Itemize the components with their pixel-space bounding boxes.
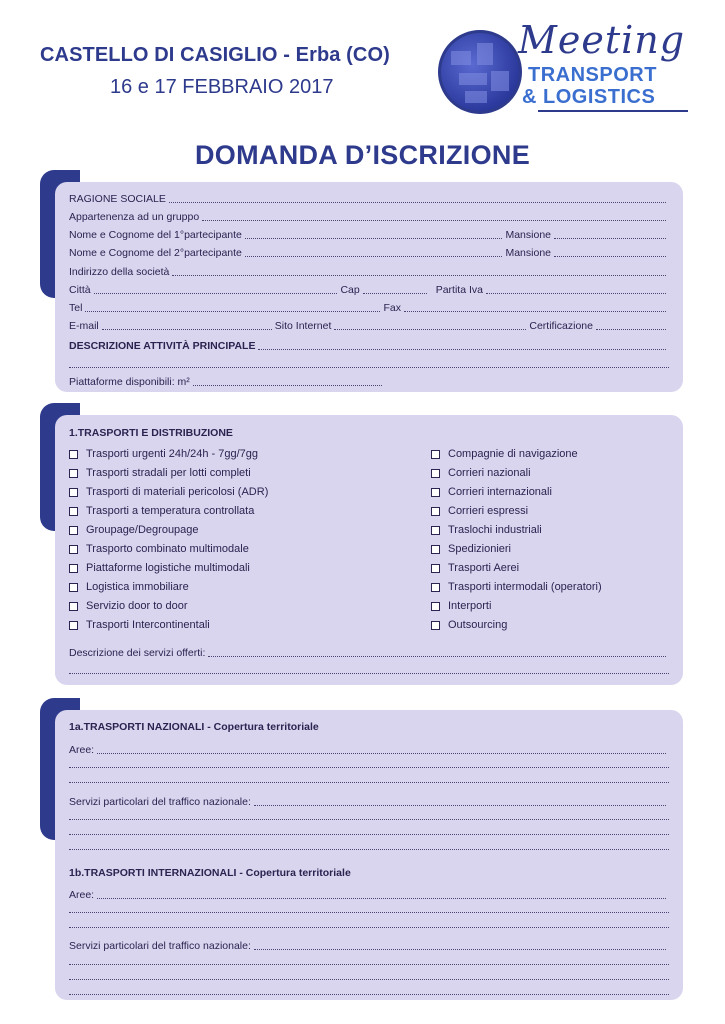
service-checkbox-item[interactable] [431, 619, 507, 631]
blank-line[interactable] [69, 672, 669, 674]
field-label: Fax [383, 302, 401, 314]
descrizione-attivita-field[interactable] [69, 338, 669, 352]
service-checkbox-item[interactable] [431, 467, 531, 479]
field-label: E-mail [69, 320, 99, 332]
service-checkbox-item[interactable] [69, 619, 210, 631]
checkbox[interactable] [69, 469, 78, 478]
service-checkbox-item[interactable] [69, 543, 249, 555]
blank-line[interactable] [69, 366, 669, 368]
checkbox-label: Trasporti intermodali (operatori) [448, 581, 602, 593]
checkbox[interactable] [431, 507, 440, 516]
checkbox[interactable] [69, 602, 78, 611]
section-1b-subtitle: - Copertura territoriale [239, 867, 351, 879]
event-dates: 16 e 17 FEBBRAIO 2017 [110, 76, 334, 98]
service-checkbox-item[interactable] [69, 486, 268, 498]
blank-line[interactable] [69, 911, 669, 913]
checkbox[interactable] [69, 526, 78, 535]
field-label: Descrizione dei servizi offerti: [69, 647, 206, 659]
field-label: Cap [340, 284, 360, 296]
field-label: Appartenenza ad un gruppo [69, 211, 200, 223]
aree-nazionali-field[interactable] [69, 742, 669, 756]
checkbox-label: Trasporti a temperatura controllata [86, 505, 255, 517]
checkbox-label: Logistica immobiliare [86, 581, 189, 593]
service-checkbox-item[interactable] [431, 505, 528, 517]
blank-line[interactable] [69, 848, 669, 850]
field-label: Nome e Cognome del 2°partecipante [69, 247, 242, 259]
logo-emblem-icon [438, 30, 522, 114]
field-label: Sito Internet [274, 320, 332, 332]
checkbox-label: Interporti [448, 600, 492, 612]
blank-line[interactable] [69, 781, 669, 783]
field-label: Nome e Cognome del 1°partecipante [69, 229, 242, 241]
indirizzo-field[interactable] [69, 264, 669, 278]
piattaforme-field[interactable] [69, 374, 385, 388]
checkbox[interactable] [69, 488, 78, 497]
section-1b-title [69, 867, 351, 879]
partecipante1-field[interactable] [69, 227, 669, 241]
meeting-logo [438, 18, 688, 122]
service-checkbox-item[interactable] [431, 581, 602, 593]
checkbox-label: Trasporto combinato multimodale [86, 543, 249, 555]
event-venue: CASTELLO DI CASIGLIO - Erba (CO) [40, 44, 390, 66]
service-checkbox-item[interactable] [69, 448, 258, 460]
field-label: Aree: [69, 744, 95, 756]
page-title: DOMANDA D’ISCRIZIONE [195, 140, 530, 170]
checkbox[interactable] [431, 545, 440, 554]
blank-line[interactable] [69, 993, 669, 995]
blank-line[interactable] [69, 963, 669, 965]
section-1a-subtitle: - Copertura territoriale [207, 721, 319, 733]
checkbox[interactable] [431, 469, 440, 478]
checkbox-label: Outsourcing [448, 619, 508, 631]
field-label: Piattaforme disponibili: m² [69, 376, 190, 388]
checkbox-label: Trasporti Aerei [448, 562, 520, 574]
service-checkbox-item[interactable] [431, 600, 491, 612]
service-checkbox-item[interactable] [431, 562, 519, 574]
field-label: Certificazione [529, 320, 593, 332]
field-label: Tel [69, 302, 83, 314]
service-checkbox-item[interactable] [431, 543, 511, 555]
checkbox-label: Piattaforme logistiche multimodali [86, 562, 250, 574]
checkbox-label: Corrieri espressi [448, 505, 529, 517]
checkbox[interactable] [431, 488, 440, 497]
servizi-internazionali-field[interactable] [69, 938, 669, 952]
tel-fax-field[interactable] [69, 300, 669, 314]
service-checkbox-item[interactable] [69, 505, 254, 517]
service-checkbox-item[interactable] [431, 486, 552, 498]
service-checkbox-item[interactable] [69, 524, 199, 536]
checkbox-label: Trasporti Intercontinentali [86, 619, 210, 631]
citta-cap-piva-field[interactable] [69, 282, 669, 296]
checkbox-label: Corrieri internazionali [448, 486, 552, 498]
section-1a-title [69, 721, 319, 733]
checkbox[interactable] [69, 564, 78, 573]
partecipante2-field[interactable] [69, 245, 669, 259]
field-label: Servizi particolari del traffico nazionale: [69, 940, 251, 952]
checkbox-label: Compagnie di navigazione [448, 448, 578, 460]
logo-logistics-word: & LOGISTICS [522, 86, 656, 108]
checkbox-label: Traslochi industriali [448, 524, 542, 536]
checkbox[interactable] [431, 526, 440, 535]
field-label: Indirizzo della società [69, 266, 170, 278]
service-checkbox-item[interactable] [69, 562, 250, 574]
checkbox-label: Trasporti di materiali pericolosi (ADR) [86, 486, 269, 498]
checkbox[interactable] [69, 621, 78, 630]
section-1b-title-text: 1b.TRASPORTI INTERNAZIONALI [69, 867, 237, 879]
logo-transport-word: TRANSPORT [528, 64, 657, 86]
service-checkbox-item[interactable] [431, 524, 542, 536]
service-checkbox-item[interactable] [69, 467, 251, 479]
checkbox-label: Servizio door to door [86, 600, 188, 612]
field-label: DESCRIZIONE ATTIVITÀ PRINCIPALE [69, 340, 256, 352]
field-label: Servizi particolari del traffico nazionale: [69, 796, 251, 808]
checkbox[interactable] [431, 621, 440, 630]
field-label: Mansione [505, 229, 551, 241]
blank-line[interactable] [69, 926, 669, 928]
ragione-sociale-field[interactable] [69, 191, 669, 205]
blank-line[interactable] [69, 833, 669, 835]
servizi-nazionali-field[interactable] [69, 794, 669, 808]
checkbox[interactable] [431, 564, 440, 573]
checkbox[interactable] [69, 507, 78, 516]
checkbox[interactable] [69, 450, 78, 459]
email-sito-cert-field[interactable] [69, 318, 669, 332]
field-label: Aree: [69, 889, 95, 901]
service-checkbox-item[interactable] [69, 600, 188, 612]
section-title: 1.TRASPORTI E DISTRIBUZIONE [69, 427, 233, 439]
checkbox-label: Spedizionieri [448, 543, 511, 555]
checkbox-label: Corrieri nazionali [448, 467, 531, 479]
checkbox-label: Trasporti urgenti 24h/24h - 7gg/7gg [86, 448, 259, 460]
gruppo-field[interactable] [69, 209, 669, 223]
checkbox[interactable] [69, 583, 78, 592]
service-checkbox-item[interactable] [431, 448, 578, 460]
checkbox[interactable] [69, 545, 78, 554]
blank-line[interactable] [69, 766, 669, 768]
checkbox[interactable] [431, 583, 440, 592]
service-checkbox-item[interactable] [69, 581, 189, 593]
logo-meeting-word: Meeting [518, 18, 686, 62]
section-1a-title-text: 1a.TRASPORTI NAZIONALI [69, 721, 205, 733]
field-label: Mansione [505, 247, 551, 259]
field-label: RAGIONE SOCIALE [69, 193, 166, 205]
aree-internazionali-field[interactable] [69, 887, 669, 901]
checkbox-label: Groupage/Degroupage [86, 524, 199, 536]
descrizione-servizi-field[interactable] [69, 645, 669, 659]
checkbox[interactable] [431, 602, 440, 611]
logo-underline [538, 110, 688, 112]
blank-line[interactable] [69, 978, 669, 980]
checkbox[interactable] [431, 450, 440, 459]
field-label: Partita Iva [435, 284, 483, 296]
header [0, 0, 725, 130]
field-label: Città [69, 284, 91, 296]
blank-line[interactable] [69, 818, 669, 820]
checkbox-label: Trasporti stradali per lotti completi [86, 467, 251, 479]
